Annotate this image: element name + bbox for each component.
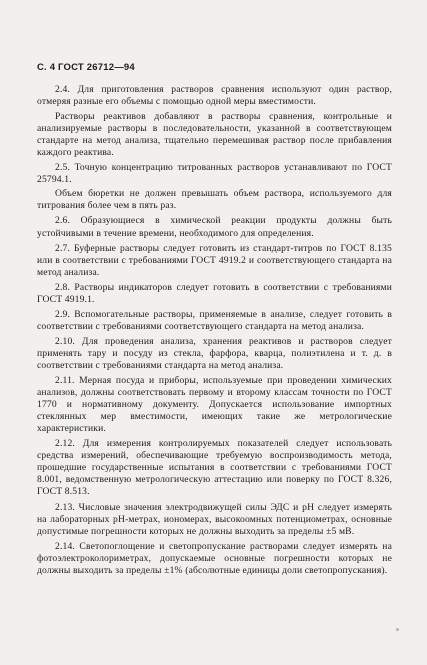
paragraph-2-5: 2.5. Точную концентрацию титрованных растворов устанавливают по ГОСТ 25794.1. (37, 162, 392, 186)
paragraph-burette: Объем бюретки не должен превышать объем раствора, используемого для титрования более чем в пять раз. (37, 188, 392, 212)
paragraph-2-12: 2.12. Для измерения контролируемых показателей следует использовать средства измерений, обеспечивающие требуемую воспроизводимость метода, прошедшие государственные испытания в соответствии с требованиями ГОСТ 8.001, ведомственную метрологическую аттестацию или поверку по ГОСТ 8.326, ГОСТ 8.513. (37, 438, 392, 498)
paragraph-2-6: 2.6. Образующиеся в химической реакции продукты должны быть устойчивыми в течение времени, необходимого для определения. (37, 215, 392, 239)
paragraph-2-7: 2.7. Буферные растворы следует готовить из стандарт-титров по ГОСТ 8.135 или в соответствии с требованиями ГОСТ 4919.2 и соответствующего стандарта на метод анализа. (37, 242, 392, 278)
scan-speck (396, 628, 399, 631)
paragraph-2-14: 2.14. Светопоглощение и светопропускание растворами следует измерять на фотоэлектроколориметрах, допускаемые основные погрешности которых не должны выходить за пределы ±1% (абсолютные единицы доли светопропускания). (37, 540, 392, 576)
paragraph-2-10: 2.10. Для проведения анализа, хранения реактивов и растворов следует применять тару и посуду из стекла, фарфора, кварца, полиэтилена и т. д. в соответствии с требованиями стандарта на метод анализа. (37, 335, 392, 371)
paragraph-reagents: Растворы реактивов добавляют в растворы сравнения, контрольные и анализируемые растворы в последовательности, указанной в соответствующем стандарте на метод анализа, тщательно перемешивая раствор после прибавления каждого реактива. (37, 111, 392, 159)
paragraph-2-11: 2.11. Мерная посуда и приборы, используемые при проведении химических анализов, должны соответствовать первому и второму классам точности по ГОСТ 1770 и нормативному документу. Допускается использование импортных стеклянных мер вместимости, имеющих такие же метрологические характеристики. (37, 375, 392, 435)
page-header: С. 4 ГОСТ 26712—94 (37, 62, 135, 73)
document-body (37, 84, 392, 580)
paragraph-2-4: 2.4. Для приготовления растворов сравнения используют один раствор, отмеряя разные его объемы с помощью одной меры вместимости. (37, 84, 392, 108)
paragraph-2-8: 2.8. Растворы индикаторов следует готовить в соответствии с требованиями ГОСТ 4919.1. (37, 281, 392, 305)
paragraph-2-13: 2.13. Числовые значения электродвижущей силы ЭДС и pH следует измерять на лабораторных pH-метрах, иономерах, высокоомных потенциометрах, основные допустимые погрешности которых не должны выходить за пределы ±5 мВ. (37, 501, 392, 537)
paragraph-2-9: 2.9. Вспомогательные растворы, применяемые в анализе, следует готовить в соответствии с требованиями соответствующего стандарта на метод анализа. (37, 308, 392, 332)
